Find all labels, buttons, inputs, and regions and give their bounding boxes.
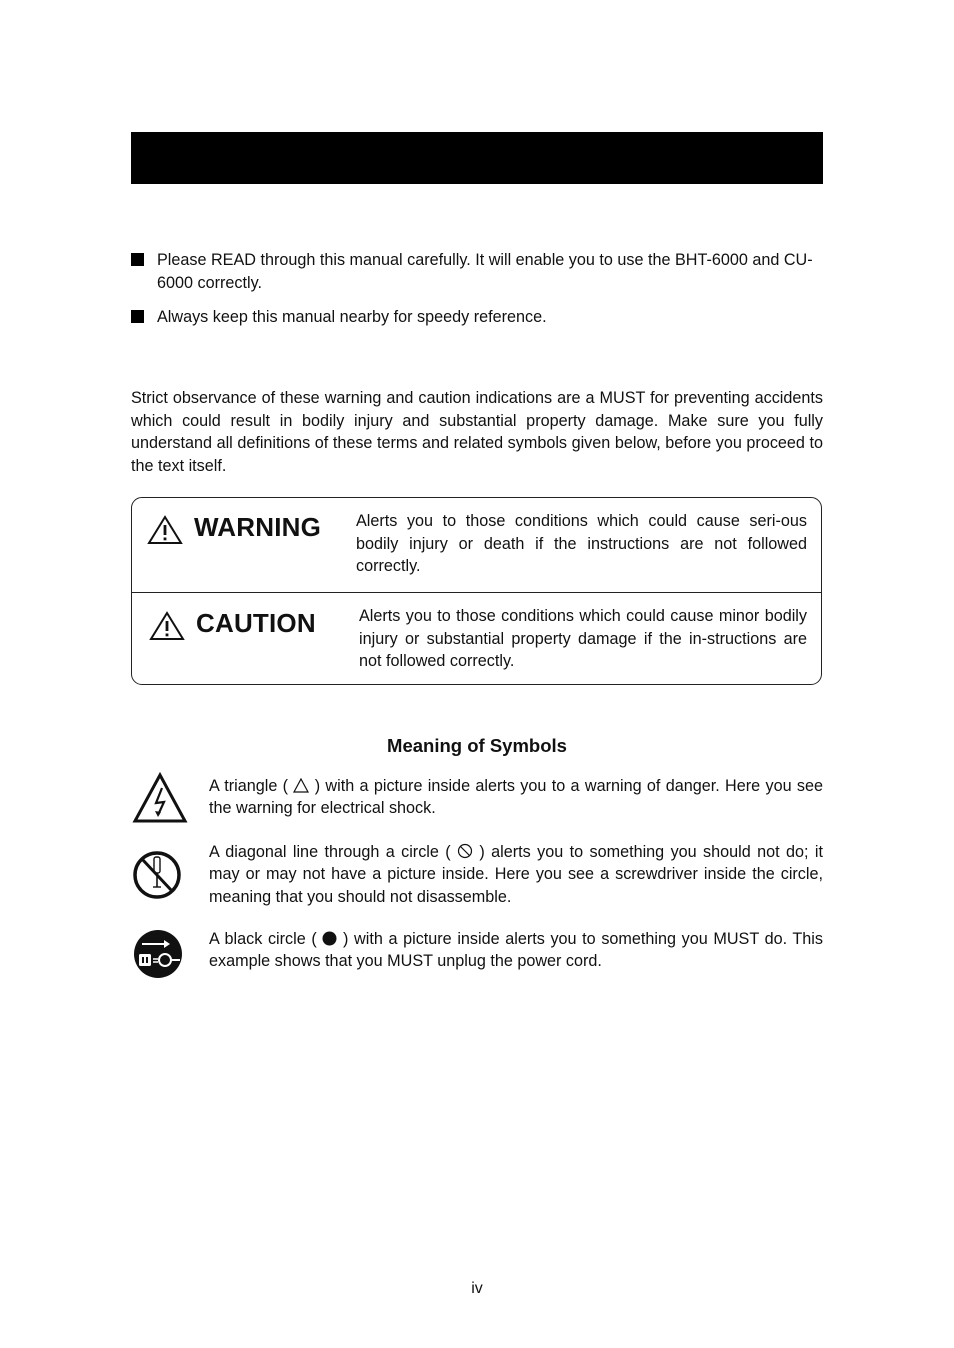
page-number: iv — [471, 1280, 483, 1297]
small-prohibition-icon — [457, 843, 473, 859]
bullet-item — [131, 249, 823, 294]
square-bullet-icon — [131, 253, 144, 266]
warning-triangle-icon — [147, 515, 183, 545]
bullet-item — [131, 306, 823, 329]
caution-definition: Alerts you to those conditions which could cause minor bodily injury or substantial property damage if the in-structions are not followed correctly. — [359, 607, 807, 670]
electric-shock-icon — [132, 772, 188, 824]
definitions-divider — [132, 592, 822, 593]
triangle-symbol-text: A triangle ( ) with a picture inside alerts you to a warning of danger. Here you see the warning for electrical shock. — [209, 777, 823, 818]
symbols-heading: Meaning of Symbols — [387, 735, 567, 756]
caution-triangle-icon — [149, 611, 185, 641]
no-disassembly-icon — [132, 849, 182, 901]
small-triangle-icon — [293, 778, 309, 793]
circle-symbol-text: A diagonal line through a circle ( ) alerts you to something you should not do; it may or may not have a picture inside. Here you see a screwdriver inside the circle, meaning that you should not disassemble. — [209, 843, 823, 906]
warning-definition: Alerts you to those conditions which could cause seri-ous bodily injury or death if the instructions are not followed correctly. — [356, 512, 807, 575]
caution-label: CAUTION — [196, 608, 316, 638]
bullet-text: Always keep this manual nearby for speedy reference. — [157, 308, 547, 326]
bullet-text: Please READ through this manual carefully. It will enable you to use the BHT-6000 and CU-6000 correctly. — [157, 251, 813, 292]
section-title-bar — [131, 132, 823, 184]
unplug-power-icon — [132, 928, 184, 980]
small-black-circle-icon — [322, 931, 337, 946]
intro-paragraph: Strict observance of these warning and caution indications are a MUST for preventing accidents which could result in bodily injury and substantial property damage. Make sure you fully understand all definitions of these terms and related symbols given below, before you proceed to the text itself. — [131, 389, 823, 476]
warning-label: WARNING — [194, 512, 322, 542]
black-circle-symbol-text: A black circle ( ) with a picture inside alerts you to something you MUST do. This example shows that you MUST unplug the power cord. — [209, 930, 823, 971]
square-bullet-icon — [131, 310, 144, 323]
